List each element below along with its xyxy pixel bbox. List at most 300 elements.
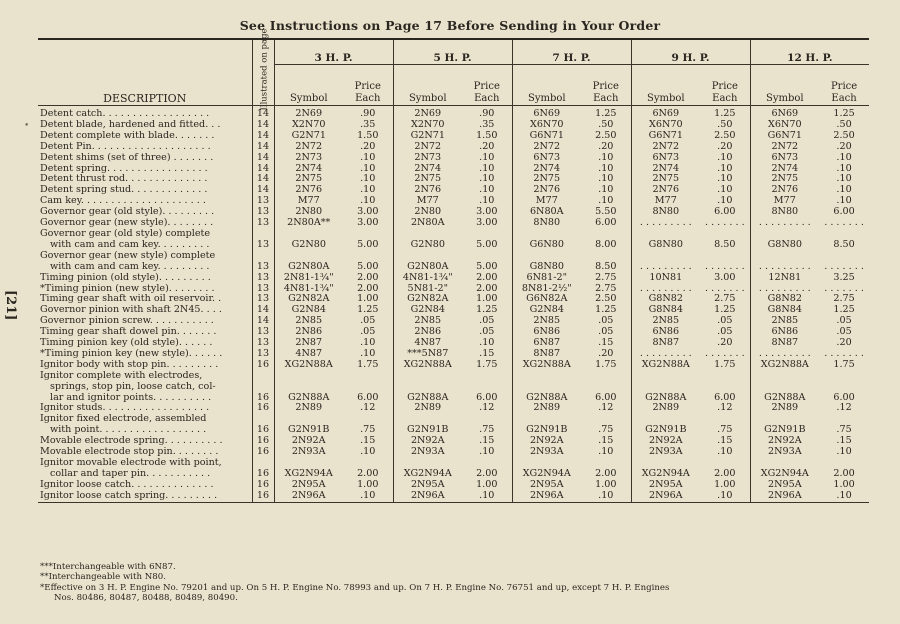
price-cell: .10 <box>836 151 852 163</box>
illustrated-page: 14 <box>252 131 274 142</box>
part-description: Movable electrode spring. . . . . . . . . . <box>40 436 223 447</box>
symbol-cell: 4N81-1¾" <box>393 273 462 284</box>
symbol-cell: 2N93A <box>631 447 700 458</box>
price-cell: .10 <box>479 151 495 163</box>
footnote: Nos. 80486, 80487, 80488, 80489, 80490. <box>54 592 238 603</box>
price-cell: .50 <box>717 118 733 130</box>
symbol-cell: M77 <box>750 196 819 207</box>
price-cell: .15 <box>598 337 614 349</box>
symbol-cell: 2N75 <box>750 174 819 185</box>
price-cell: . . . . . . . <box>704 282 745 294</box>
price-cell: 6.00 <box>595 217 617 229</box>
symbol-cell: 2N95A <box>750 480 819 491</box>
price-cell: .15 <box>479 435 495 447</box>
price-cell: .10 <box>717 151 733 163</box>
symbol-cell: 2N93A <box>750 447 819 458</box>
symbol-cell: G2N88A <box>750 371 819 404</box>
symbol-cell: G6N71 <box>512 131 581 142</box>
price-cell: 5.00 <box>476 260 498 272</box>
symbol-cell: 2N89 <box>393 403 462 414</box>
price-each-header: Price Each <box>462 65 512 106</box>
price-cell: .05 <box>360 326 376 338</box>
symbol-cell: 5N81-2" <box>393 284 462 295</box>
symbol-cell: 6N87 <box>512 338 581 349</box>
symbol-cell: 8N87 <box>512 349 581 360</box>
price-cell: .12 <box>360 402 376 414</box>
price-cell: .10 <box>717 184 733 196</box>
price-cell: 6.00 <box>714 206 736 218</box>
price-cell: 1.75 <box>714 358 736 370</box>
illustrated-page: 14 <box>252 316 274 327</box>
symbol-header: Symbol <box>750 65 819 106</box>
price-cell: 8.00 <box>595 238 617 250</box>
symbol-cell: 6N81-2" <box>512 273 581 284</box>
price-cell: 2.50 <box>714 129 736 141</box>
symbol-cell: G2N88A <box>274 371 343 404</box>
price-cell: .10 <box>479 195 495 207</box>
table-row <box>38 106 869 120</box>
table-row <box>38 294 869 305</box>
illustrated-page: 16 <box>252 360 274 371</box>
table-row <box>38 349 869 360</box>
table-row <box>38 305 869 316</box>
table-row <box>38 327 869 338</box>
price-cell: .10 <box>360 151 376 163</box>
price-cell: 8.50 <box>833 238 855 250</box>
symbol-cell: 2N80A <box>393 218 462 229</box>
table-row <box>38 273 869 284</box>
price-cell: .90 <box>360 108 376 119</box>
table-row <box>38 316 869 327</box>
symbol-cell: G2N80 <box>274 229 343 251</box>
footnote: ***Interchangeable with 6N87. <box>40 562 176 572</box>
symbol-cell: X6N70 <box>750 120 819 131</box>
symbol-cell: G2N84 <box>512 305 581 316</box>
illustrated-page: 16 <box>252 403 274 414</box>
price-cell: .05 <box>717 326 733 338</box>
symbol-cell: 2N75 <box>393 174 462 185</box>
part-description: Ignitor fixed electrode, assembled with point. . . . . . . . . . . . . . . . . . <box>40 414 207 436</box>
part-description: Timing pinion key (old style). . . . . . <box>40 338 213 349</box>
table-row <box>38 360 869 371</box>
price-cell: 2.50 <box>595 129 617 141</box>
table-row <box>38 164 869 175</box>
symbol-cell: 2N95A <box>274 480 343 491</box>
symbol-cell: G8N82 <box>631 294 700 305</box>
symbol-cell: G8N84 <box>631 305 700 316</box>
price-cell: 5.00 <box>357 238 379 250</box>
price-cell: 2.00 <box>476 467 498 479</box>
symbol-header: Symbol <box>631 65 700 106</box>
symbol-cell: M77 <box>274 196 343 207</box>
symbol-cell: 10N81 <box>631 273 700 284</box>
symbol-cell: 2N85 <box>631 316 700 327</box>
symbol-cell: 2N72 <box>512 142 581 153</box>
price-cell: 2.75 <box>595 271 617 283</box>
price-cell: .10 <box>360 162 376 174</box>
symbol-header: Symbol <box>274 65 343 106</box>
illustrated-page: 13 <box>252 273 274 284</box>
illustrated-page: 13 <box>252 218 274 229</box>
price-cell: 5.50 <box>595 206 617 218</box>
price-cell: 1.50 <box>357 129 379 141</box>
part-description: Detent Pin. . . . . . . . . . . . . . . . . . . . <box>40 141 211 152</box>
price-cell: 1.00 <box>833 478 855 490</box>
part-description: Timing gear shaft with oil reservoir. . <box>40 294 222 305</box>
symbol-cell: 2N76 <box>631 185 700 196</box>
part-description: Ignitor movable electrode with point, collar and taper pin. . . . . . . . . . . <box>40 458 222 479</box>
price-cell: .20 <box>598 347 614 359</box>
footnote: *Effective on 3 H. P. Engine No. 79201 and up. On 5 H. P. Engine No. 78993 and up. On 7 H. P. Engine No. 76751 and up, except 7 H. P. Engines <box>40 582 670 593</box>
price-cell: .15 <box>360 435 376 447</box>
symbol-cell: G2N91B <box>274 414 343 436</box>
symbol-cell: 2N96A <box>512 491 581 502</box>
price-cell: .35 <box>479 118 495 130</box>
price-cell: 3.00 <box>357 206 379 218</box>
symbol-cell: 2N93A <box>393 447 462 458</box>
price-cell: .20 <box>717 140 733 152</box>
price-cell: 3.25 <box>833 271 855 283</box>
symbol-cell: 6N86 <box>512 327 581 338</box>
price-cell: .50 <box>598 118 614 130</box>
price-cell: 1.25 <box>714 108 736 119</box>
table-row <box>38 131 869 142</box>
price-cell: .10 <box>717 173 733 185</box>
price-cell: .35 <box>360 118 376 130</box>
part-description: Detent spring stud. . . . . . . . . . . . . <box>40 185 208 196</box>
symbol-header: Symbol <box>393 65 462 106</box>
illustrated-page: 13 <box>252 196 274 207</box>
table-row <box>38 185 869 196</box>
symbol-cell: 2N96A <box>274 491 343 502</box>
price-cell: . . . . . . . <box>704 347 745 359</box>
symbol-cell: M77 <box>631 196 700 207</box>
price-cell: .15 <box>479 347 495 359</box>
part-description: Governor gear (new style). . . . . . . . <box>40 218 214 229</box>
part-description: Detent complete with blade. . . . . . . <box>40 130 215 141</box>
symbol-cell: 2N92A <box>274 436 343 447</box>
symbol-cell: 2N85 <box>512 316 581 327</box>
symbol-cell: 2N72 <box>393 142 462 153</box>
price-cell: .05 <box>360 315 376 327</box>
price-each-header: Price Each <box>343 65 393 106</box>
illustrated-page: 16 <box>252 371 274 404</box>
illustrated-page: 16 <box>252 480 274 491</box>
price-cell: 2.75 <box>714 293 736 305</box>
price-cell: .20 <box>360 140 376 152</box>
table-row <box>38 174 869 185</box>
symbol-cell: 2N95A <box>631 480 700 491</box>
symbol-cell: 6N73 <box>631 153 700 164</box>
symbol-cell: 4N87 <box>393 338 462 349</box>
table-row <box>38 491 869 502</box>
illustrated-page: 16 <box>252 491 274 502</box>
symbol-cell: 8N87 <box>750 338 819 349</box>
price-cell: .20 <box>598 140 614 152</box>
price-cell: .10 <box>343 491 393 502</box>
symbol-cell: 2N93A <box>512 447 581 458</box>
price-cell: .12 <box>836 402 852 414</box>
symbol-cell: G6N80 <box>512 229 581 251</box>
symbol-cell: G2N88A <box>393 371 462 404</box>
price-cell: .10 <box>598 162 614 174</box>
symbol-cell: 2N96A <box>631 491 700 502</box>
price-cell: .50 <box>836 118 852 130</box>
price-cell: .10 <box>462 491 512 502</box>
symbol-cell: 8N80 <box>512 218 581 229</box>
symbol-cell: XG2N88A <box>512 360 581 371</box>
symbol-cell: 2N95A <box>393 480 462 491</box>
price-cell: .75 <box>717 424 733 436</box>
illustrated-page: 14 <box>252 185 274 196</box>
price-cell: .10 <box>717 195 733 207</box>
price-cell: 2.50 <box>595 293 617 305</box>
table-row <box>38 458 869 480</box>
symbol-cell: 2N74 <box>274 164 343 175</box>
symbol-cell: XG2N94A <box>512 458 581 480</box>
price-cell: .10 <box>479 162 495 174</box>
price-cell: 1.25 <box>833 304 855 316</box>
symbol-cell: 4N81-1¾" <box>274 284 343 295</box>
symbol-cell: X2N70 <box>274 120 343 131</box>
price-cell: .05 <box>479 315 495 327</box>
illustrated-page: 14 <box>252 305 274 316</box>
symbol-cell: 6N69 <box>512 106 581 120</box>
table-row <box>38 371 869 404</box>
symbol-cell: . . . . . . . . . <box>631 349 700 360</box>
price-cell: .10 <box>479 337 495 349</box>
price-cell: .10 <box>360 173 376 185</box>
part-description: Cam key. . . . . . . . . . . . . . . . . . . . . <box>40 196 206 207</box>
price-cell: 3.00 <box>714 271 736 283</box>
price-cell: 2.00 <box>833 467 855 479</box>
symbol-cell: G2N71 <box>274 131 343 142</box>
symbol-cell: 2N74 <box>631 164 700 175</box>
price-cell: 8.50 <box>714 238 736 250</box>
symbol-cell: 2N73 <box>274 153 343 164</box>
symbol-cell: 2N85 <box>750 316 819 327</box>
symbol-cell: 2N86 <box>393 327 462 338</box>
symbol-cell: G2N82A <box>393 294 462 305</box>
symbol-cell: 2N76 <box>393 185 462 196</box>
symbol-cell: G2N88A <box>512 371 581 404</box>
part-description: *Timing pinion key (new style). . . . . . <box>40 348 223 359</box>
symbol-cell: 12N81 <box>750 273 819 284</box>
symbol-cell: 2N75 <box>274 174 343 185</box>
price-cell: . . . . . . . <box>824 260 864 272</box>
symbol-cell: XG2N88A <box>631 360 700 371</box>
symbol-header: Symbol <box>512 65 581 106</box>
price-cell: .12 <box>598 402 614 414</box>
price-each-header: Price Each <box>581 65 631 106</box>
symbol-cell: G2N80 <box>393 229 462 251</box>
price-cell: 6.00 <box>714 391 736 403</box>
symbol-cell: . . . . . . . . . <box>750 284 819 295</box>
price-cell: 1.00 <box>476 478 498 490</box>
price-cell: .10 <box>836 184 852 196</box>
price-cell: .90 <box>479 108 495 119</box>
price-cell: .10 <box>360 347 376 359</box>
price-cell: .75 <box>836 424 852 436</box>
table-row <box>38 284 869 295</box>
price-cell: .10 <box>836 195 852 207</box>
symbol-cell: M77 <box>393 196 462 207</box>
price-cell: 2.00 <box>357 271 379 283</box>
price-cell: 6.00 <box>833 391 855 403</box>
price-cell: .10 <box>479 173 495 185</box>
symbol-cell: G2N91B <box>631 414 700 436</box>
price-cell: 6.00 <box>833 206 855 218</box>
part-description: Detent spring. . . . . . . . . . . . . . . . . <box>40 163 208 174</box>
illustrated-page: 13 <box>252 207 274 218</box>
price-cell: .75 <box>360 424 376 436</box>
parts-price-table <box>38 28 869 503</box>
price-cell: .12 <box>717 402 733 414</box>
illustrated-page: 16 <box>252 447 274 458</box>
price-cell: .10 <box>360 184 376 196</box>
price-cell: .05 <box>836 326 852 338</box>
price-cell: .20 <box>479 140 495 152</box>
symbol-cell: 2N93A <box>274 447 343 458</box>
part-description: Detent thrust rod. . . . . . . . . . . . . . <box>40 174 208 185</box>
price-cell: 2.00 <box>357 467 379 479</box>
price-cell: 3.00 <box>476 217 498 229</box>
table-row <box>38 447 869 458</box>
price-cell: 1.25 <box>357 304 379 316</box>
price-cell: 8.50 <box>595 260 617 272</box>
table-row <box>38 251 869 273</box>
illustrated-page: 14 <box>252 164 274 175</box>
illustrated-header: Illustrated on page <box>252 39 274 106</box>
illustrated-page: 13 <box>252 327 274 338</box>
symbol-cell: 2N72 <box>750 142 819 153</box>
symbol-cell: 2N72 <box>274 142 343 153</box>
illustrated-page: 13 <box>252 294 274 305</box>
price-cell: 6.00 <box>595 391 617 403</box>
symbol-cell: M77 <box>512 196 581 207</box>
symbol-cell: G2N82A <box>274 294 343 305</box>
price-cell: .05 <box>598 315 614 327</box>
symbol-cell: 2N75 <box>631 174 700 185</box>
symbol-cell: G2N88A <box>631 371 700 404</box>
price-cell: .10 <box>360 446 376 458</box>
symbol-cell: 2N74 <box>512 164 581 175</box>
table-row <box>38 196 869 207</box>
illustrated-page: 13 <box>252 284 274 295</box>
symbol-cell: ***5N87 <box>393 349 462 360</box>
illustrated-page: 14 <box>252 153 274 164</box>
price-cell: 2.00 <box>476 282 498 294</box>
price-cell: . . . . . . . <box>704 260 745 272</box>
symbol-cell: G6N71 <box>631 131 700 142</box>
price-cell: . . . . . . . <box>824 282 864 294</box>
price-cell: 2.75 <box>595 282 617 294</box>
symbol-cell: XG2N94A <box>631 458 700 480</box>
symbol-cell: 2N80A** <box>274 218 343 229</box>
page-header: See Instructions on Page 17 Before Sending in Your Order <box>239 18 661 33</box>
symbol-cell: 2N89 <box>512 403 581 414</box>
price-each-header: Price Each <box>819 65 869 106</box>
hp-header: 7 H. P. <box>512 39 631 65</box>
price-each-header: Price Each <box>700 65 750 106</box>
symbol-cell: G2N91B <box>393 414 462 436</box>
hp-header: 5 H. P. <box>393 39 512 65</box>
symbol-cell: 2N95A <box>512 480 581 491</box>
price-cell: .05 <box>717 315 733 327</box>
price-cell: .10 <box>836 446 852 458</box>
price-cell: . . . . . . . <box>824 347 864 359</box>
part-description: Ignitor loose catch. . . . . . . . . . . . . . <box>40 479 214 490</box>
symbol-cell: 6N69 <box>631 106 700 120</box>
symbol-cell: 2N92A <box>393 436 462 447</box>
price-cell: .20 <box>717 337 733 349</box>
price-cell: 1.00 <box>714 478 736 490</box>
part-description: Ignitor body with stop pin. . . . . . . . . <box>40 359 219 370</box>
price-cell: 1.25 <box>714 304 736 316</box>
part-description: Detent blade, hardened and fitted. . . <box>40 119 221 130</box>
symbol-cell: 2N92A <box>512 436 581 447</box>
symbol-cell: 6N86 <box>750 327 819 338</box>
price-cell: .10 <box>598 446 614 458</box>
part-description: Timing gear shaft dowel pin. . . . . . . <box>40 327 217 338</box>
symbol-cell: XG2N88A <box>393 360 462 371</box>
symbol-cell: 2N87 <box>274 338 343 349</box>
symbol-cell: G2N71 <box>393 131 462 142</box>
part-description: Governor pinion with shaft 2N45. . . . <box>40 305 222 316</box>
price-cell: .15 <box>598 435 614 447</box>
footnotes <box>40 562 870 603</box>
price-cell: 1.25 <box>595 304 617 316</box>
symbol-cell: G8N80 <box>512 251 581 273</box>
price-cell: 1.75 <box>833 358 855 370</box>
symbol-cell: 6N73 <box>750 153 819 164</box>
illustrated-page: 14 <box>252 106 274 120</box>
price-cell: .10 <box>819 491 869 502</box>
symbol-cell: 2N76 <box>750 185 819 196</box>
table-row <box>38 414 869 436</box>
symbol-cell: 6N80A <box>512 207 581 218</box>
part-description: Ignitor studs. . . . . . . . . . . . . . . . . . <box>40 403 210 414</box>
symbol-cell: 2N76 <box>512 185 581 196</box>
price-cell: 1.25 <box>833 108 855 119</box>
symbol-cell: 2N81-1¾" <box>274 273 343 284</box>
table-row <box>38 153 869 164</box>
illustrated-page: 14 <box>252 174 274 185</box>
price-cell: .10 <box>836 162 852 174</box>
price-cell: .10 <box>598 195 614 207</box>
part-description: Ignitor complete with electrodes, springs, stop pin, loose catch, col- lar and ignitor points. . . . . . . . . . <box>40 370 216 403</box>
price-cell: 6.00 <box>357 391 379 403</box>
price-cell: 1.25 <box>476 304 498 316</box>
symbol-cell: 2N72 <box>631 142 700 153</box>
symbol-cell: XG2N94A <box>274 458 343 480</box>
price-cell: .12 <box>479 402 495 414</box>
symbol-cell: 2N89 <box>750 403 819 414</box>
symbol-cell: G2N80A <box>274 251 343 273</box>
illustrated-page: 16 <box>252 414 274 436</box>
price-cell: 5.00 <box>476 238 498 250</box>
illustrated-page: 14 <box>252 120 274 131</box>
price-cell: .10 <box>836 173 852 185</box>
symbol-cell: 2N69 <box>274 106 343 120</box>
table-row <box>38 229 869 251</box>
symbol-cell: 2N75 <box>512 174 581 185</box>
symbol-cell: . . . . . . . . . <box>750 349 819 360</box>
symbol-cell: 2N89 <box>274 403 343 414</box>
price-cell: .15 <box>717 435 733 447</box>
table-row <box>38 436 869 447</box>
symbol-cell: 2N74 <box>393 164 462 175</box>
